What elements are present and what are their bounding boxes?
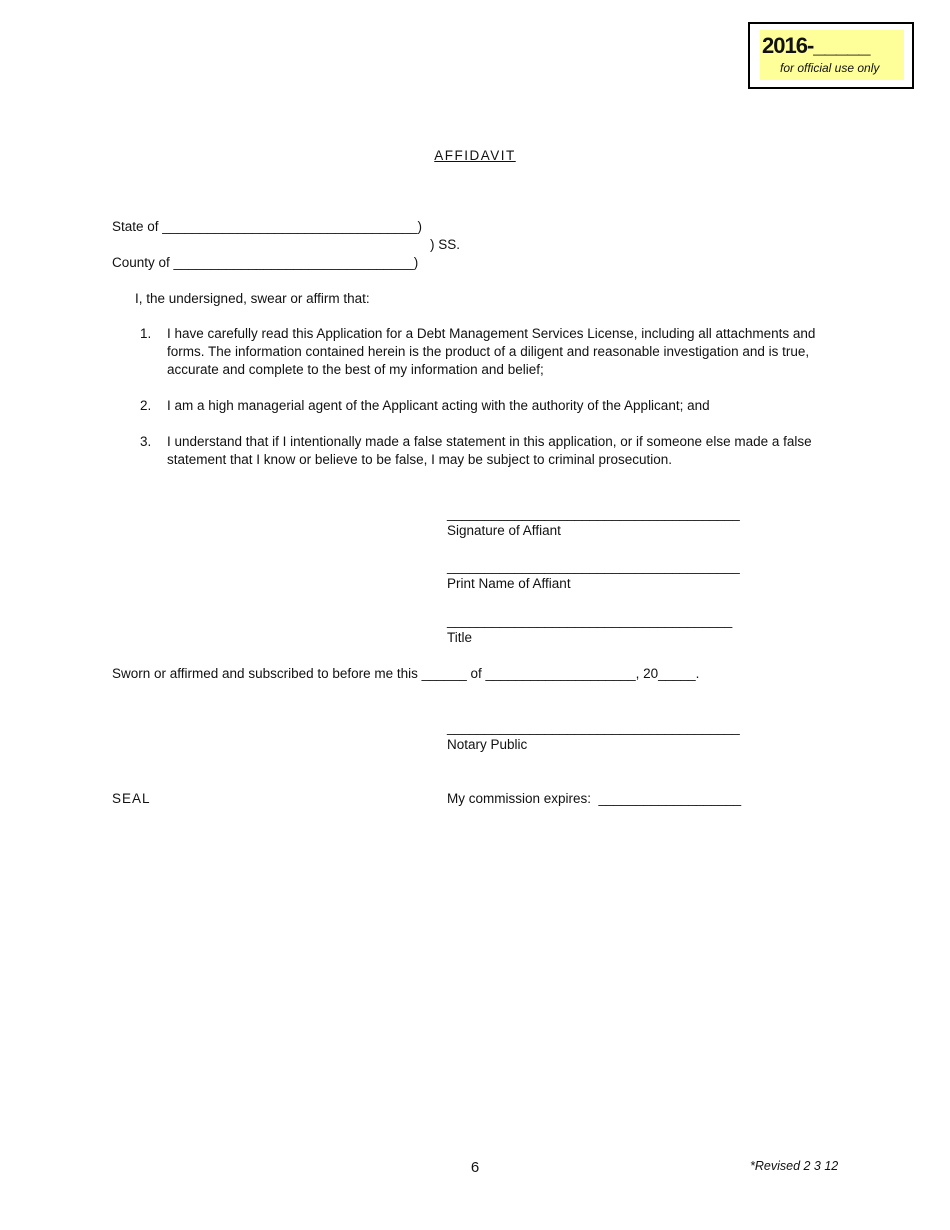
- notary-line: _______________________________________: [447, 720, 740, 735]
- sworn-statement: Sworn or affirmed and subscribed to before me this ______ of ____________________, 20_____.: [112, 666, 700, 681]
- stamp-subtext: for official use only: [780, 61, 880, 75]
- title-label: Title: [447, 630, 473, 645]
- item-text: I have carefully read this Application for a Debt Management Services License, including all attachments and forms. The information contained herein is the product of a diligent and reasonable investigation and is true, accurate and complete to the best of my information and belief;: [167, 326, 816, 377]
- item-number: 2.: [140, 398, 152, 413]
- title-line: ______________________________________: [447, 613, 733, 628]
- item-text: I am a high managerial agent of the Applicant acting with the authority of the Applicant; and: [167, 398, 710, 413]
- stamp-highlight: [760, 30, 904, 80]
- commission-expires: My commission expires: ___________________: [447, 791, 742, 806]
- revision-note: *Revised 2 3 12: [750, 1159, 839, 1173]
- official-use-stamp: [748, 22, 914, 89]
- print-name-line: _______________________________________: [447, 559, 740, 574]
- intro-text: I, the undersigned, swear or affirm that:: [135, 291, 370, 306]
- print-name-label: Print Name of Affiant: [447, 576, 571, 591]
- item-text: I understand that if I intentionally made a false statement in this application, or if someone else made a false statement that I know or believe to be false, I may be subject to criminal prosecution.: [167, 434, 812, 467]
- affiant-signature-line: _______________________________________: [447, 506, 740, 521]
- page-number: 6: [470, 1159, 480, 1176]
- page-title: AFFIDAVIT: [434, 148, 516, 163]
- ss-marker: ) SS.: [430, 237, 461, 252]
- item-number: 3.: [140, 434, 152, 449]
- affiant-signature-label: Signature of Affiant: [447, 523, 561, 538]
- notary-label: Notary Public: [447, 737, 528, 752]
- state-line: State of __________________________________): [112, 219, 423, 234]
- item-number: 1.: [140, 326, 152, 341]
- seal-label: SEAL: [112, 791, 151, 806]
- stamp-number: 2016-_____: [762, 33, 870, 58]
- county-line: County of ________________________________): [112, 255, 419, 270]
